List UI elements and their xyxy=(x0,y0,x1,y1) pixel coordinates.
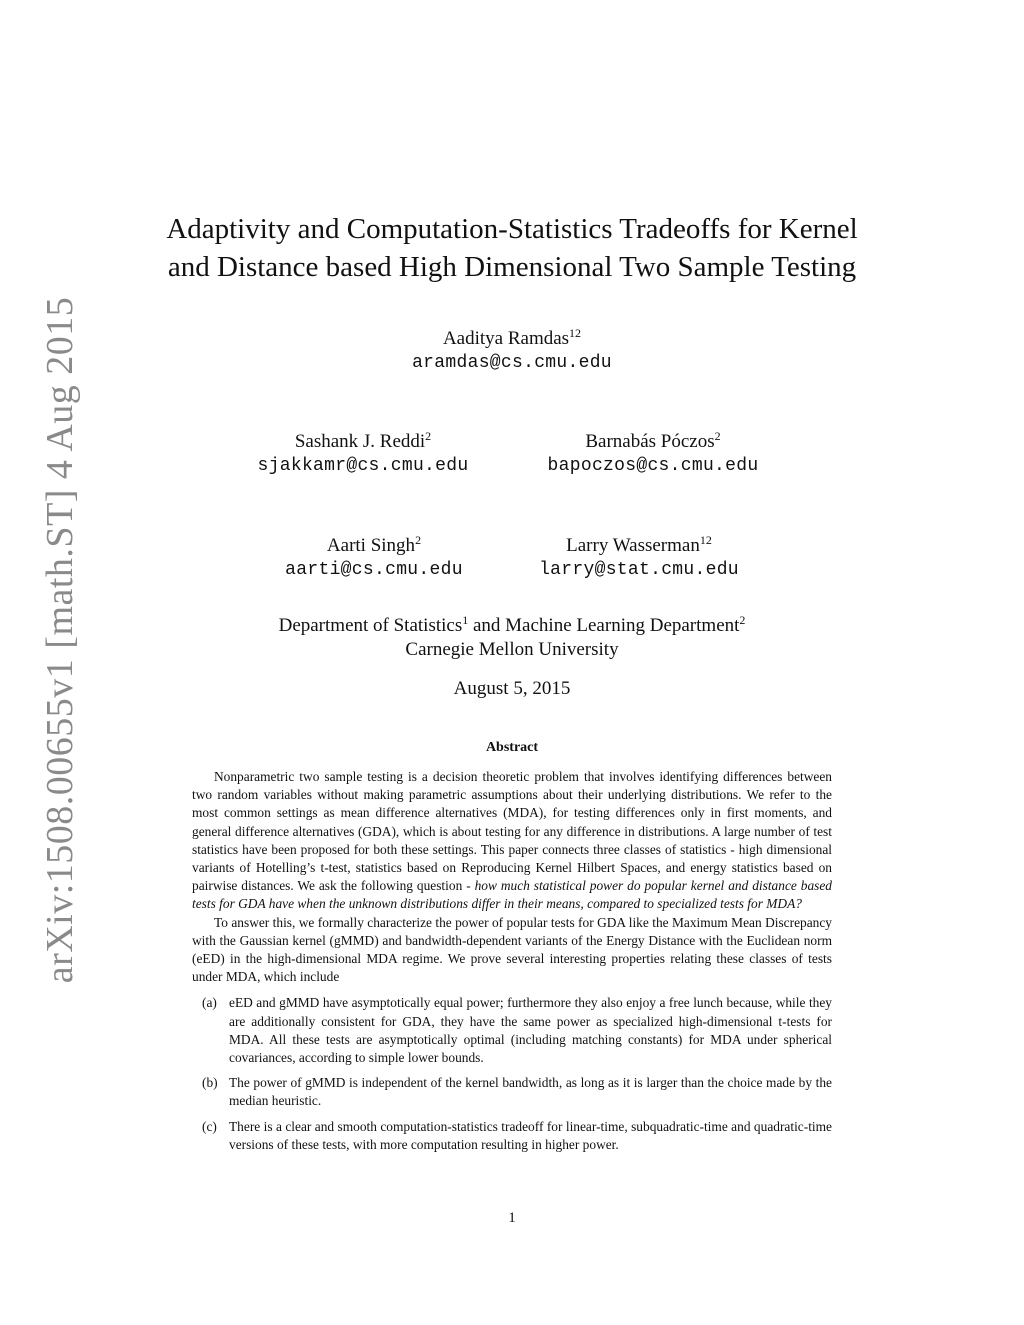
list-item xyxy=(192,1074,832,1110)
author-email[interactable]: aarti@cs.cmu.edu xyxy=(285,560,463,580)
list-marker: (b) xyxy=(202,1075,218,1091)
author-affil-sup: 12 xyxy=(699,533,712,547)
author-affil-sup: 2 xyxy=(714,429,721,443)
title-line-1: Adaptivity and Computation-Statistics Tradeoffs for Kernel xyxy=(166,213,858,245)
author-email[interactable]: sjakkamr@cs.cmu.edu xyxy=(257,456,469,476)
author-email[interactable]: bapoczos@cs.cmu.edu xyxy=(547,456,759,476)
author-name: Aarti Singh xyxy=(326,535,416,556)
list-item-text: eED and gMMD have asymptotically equal power; furthermore they also enjoy a free lunch because, while they are additionally consistent for GDA, they have the same power as specialized high-dimensional t-tests for MDA. All these tests are asymptotically optimal (including matching constants) for MDA under spherical covariances, according to simple lower bounds. xyxy=(229,995,832,1066)
abstract-paragraph-2: To answer this, we formally characterize the power of popular tests for GDA like the Maximum Mean Discrepancy with the Gaussian kernel (gMMD) and bandwidth-dependent variants of the Energy Distance with the Euclidean norm (eED) in the high-dimensional MDA regime. We prove several interesting properties relating these classes of tests under MDA, which include xyxy=(192,914,832,985)
title-line-2: and Distance based High Dimensional Two Sample Testing xyxy=(167,251,857,283)
affiliation-sup-2: 2 xyxy=(739,613,746,627)
author-name: Barnabás Póczos xyxy=(585,431,715,452)
abstract-body xyxy=(192,768,832,1161)
abstract-heading: Abstract xyxy=(485,740,539,755)
author-affil-sup: 2 xyxy=(415,533,422,547)
author-affil-sup: 12 xyxy=(569,326,582,340)
author-block-poczos xyxy=(493,430,813,478)
author-block-wasserman xyxy=(479,534,799,582)
list-item-text: The power of gMMD is independent of the kernel bandwidth, as long as it is larger than the choice made by the median heuristic. xyxy=(229,1075,832,1109)
paper-title xyxy=(150,210,874,286)
affiliation xyxy=(150,614,874,662)
author-block-ramdas xyxy=(352,327,672,375)
abstract-paragraph-1 xyxy=(192,768,832,914)
author-name: Sashank J. Reddi xyxy=(294,431,426,452)
affiliation-sup-1: 1 xyxy=(462,613,469,627)
arxiv-stamp: arXiv:1508.00655v1 [math.ST] 4 Aug 2015 xyxy=(39,296,81,984)
author-affil-sup: 2 xyxy=(425,429,432,443)
list-item-text: There is a clear and smooth computation-statistics tradeoff for linear-time, subquadratic-time and quadratic-time versions of these tests, with more computation resulting in higher power. xyxy=(229,1118,832,1152)
list-item xyxy=(192,994,832,1067)
author-block-reddi xyxy=(203,430,523,478)
abstract-question: how much statistical power do popular kernel and distance based tests for GDA have when the unknown distributions differ in their means, compared to specialized tests for MDA? xyxy=(192,878,832,912)
list-marker: (a) xyxy=(202,995,217,1011)
author-name: Aaditya Ramdas xyxy=(442,328,570,349)
paper-date: August 5, 2015 xyxy=(453,678,571,699)
list-item xyxy=(192,1118,832,1154)
affiliation-dept1: Department of Statistics xyxy=(278,615,463,636)
author-email[interactable]: aramdas@cs.cmu.edu xyxy=(412,353,612,373)
affiliation-dept2: and Machine Learning Department xyxy=(468,615,740,636)
author-email[interactable]: larry@stat.cmu.edu xyxy=(539,560,739,580)
author-name: Larry Wasserman xyxy=(566,535,700,556)
affiliation-university: Carnegie Mellon University xyxy=(405,639,619,660)
contributions-list xyxy=(192,994,832,1154)
list-marker: (c) xyxy=(202,1118,217,1134)
abstract-p1-text: Nonparametric two sample testing is a decision theoretic problem that involves identifying differences between two random variables without making parametric assumptions about their underlying distributions. We refer to the most common settings as mean difference alternatives (MDA), for testing differences only in first moments, and general difference alternatives (GDA), which is about testing for any difference in distributions. A large number of test statistics have been proposed for both these settings. This paper connects three classes of statistics - high dimensional variants of Hotelling’s t-test, statistics based on Reproducing Kernel Hilbert Spaces, and energy statistics based on pairwise distances. We ask the following question - xyxy=(192,769,832,894)
page-number: 1 xyxy=(508,1210,516,1226)
